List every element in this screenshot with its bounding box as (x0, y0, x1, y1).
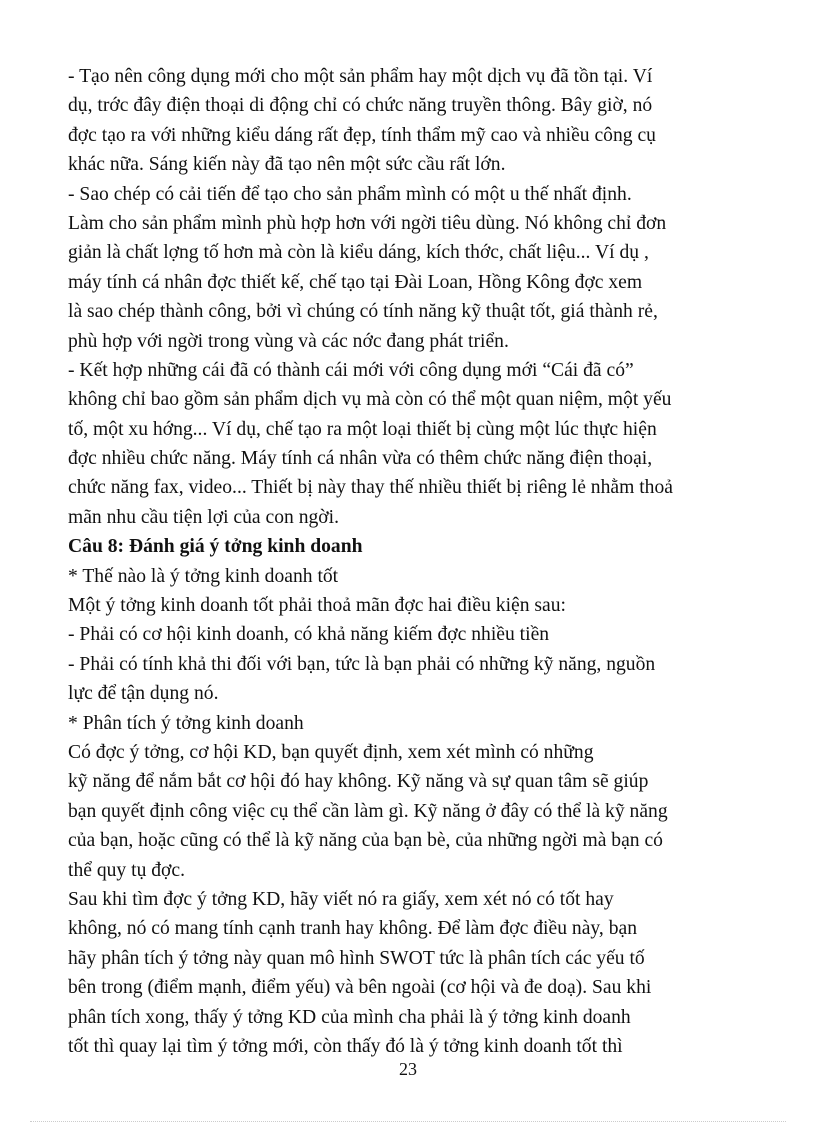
section-heading: Câu 8: Đánh giá ý tởng kinh doanh (68, 536, 363, 558)
text-line: máy tính cá nhân đợc thiết kế, chế tạo tại Đài Loan, Hồng Kông đợc xem (68, 271, 643, 293)
text-line: - Phải có tính khả thi đối với bạn, tức là bạn phải có những kỹ năng, nguồn (68, 653, 656, 675)
text-line: kỹ năng để nắm bắt cơ hội đó hay không. Kỹ năng và sự quan tâm sẽ giúp (68, 771, 649, 793)
text-line: - Sao chép có cải tiến để tạo cho sản phẩm mình có một u thế nhất định. (68, 183, 632, 205)
text-line: thể quy tụ đợc. (68, 859, 186, 881)
text-line: đợc tạo ra với những kiểu dáng rất đẹp, tính thẩm mỹ cao và nhiều công cụ (68, 124, 656, 146)
text-line: hãy phân tích ý tởng này quan mô hình SWOT tức là phân tích các yếu tố (68, 947, 645, 969)
text-line: đợc nhiều chức năng. Máy tính cá nhân vừa có thêm chức năng điện thoại, (68, 448, 653, 470)
text-line: - Phải có cơ hội kinh doanh, có khả năng kiếm đợc nhiều tiền (68, 624, 550, 646)
text-line: Một ý tởng kinh doanh tốt phải thoả mãn đợc hai điều kiện sau: (68, 595, 566, 617)
body-text (68, 62, 758, 1061)
text-line: khác nữa. Sáng kiến này đã tạo nên một sức cầu rất lớn. (68, 154, 506, 176)
text-line: mãn nhu cầu tiện lợi của con ngời. (68, 506, 340, 528)
text-line: * Phân tích ý tởng kinh doanh (68, 712, 304, 734)
text-line: bên trong (điểm mạnh, điểm yếu) và bên ngoài (cơ hội và đe doạ). Sau khi (68, 977, 652, 999)
text-line: bạn quyết định công việc cụ thể cần làm gì. Kỹ năng ở đây có thể là kỹ năng (68, 800, 668, 822)
text-line: - Kết hợp những cái đã có thành cái mới với công dụng mới “Cái đã có” (68, 359, 634, 381)
text-line: không, nó có mang tính cạnh tranh hay không. Để làm đợc điều này, bạn (68, 918, 638, 940)
text-line: * Thế nào là ý tởng kinh doanh tốt (68, 565, 339, 587)
text-line: chức năng fax, video... Thiết bị này thay thế nhiều thiết bị riêng lẻ nhằm thoả (68, 477, 673, 499)
text-line: phù hợp với ngời trong vùng và các nớc đang phát triển. (68, 330, 509, 352)
text-line: phân tích xong, thấy ý tởng KD của mình cha phải là ý tởng kinh doanh (68, 1006, 631, 1028)
text-line: Có đợc ý tởng, cơ hội KD, bạn quyết định, xem xét mình có những (68, 741, 594, 763)
text-line: giản là chất lợng tố hơn mà còn là kiểu dáng, kích thớc, chất liệu... Ví dụ , (68, 242, 649, 264)
text-line: Sau khi tìm đợc ý tởng KD, hãy viết nó ra giấy, xem xét nó có tốt hay (68, 888, 614, 910)
text-line: tố, một xu hớng... Ví dụ, chế tạo ra một loại thiết bị cùng một lúc thực hiện (68, 418, 657, 440)
text-line: không chỉ bao gồm sản phẩm dịch vụ mà còn có thể một quan niệm, một yếu (68, 389, 672, 411)
text-line: của bạn, hoặc cũng có thể là kỹ năng của bạn bè, của những ngời mà bạn có (68, 830, 663, 852)
text-line: dụ, trớc đây điện thoại di động chỉ có chức năng truyền thông. Bây giờ, nó (68, 95, 653, 117)
text-line: Làm cho sản phẩm mình phù hợp hơn với ngời tiêu dùng. Nó không chỉ đơn (68, 212, 667, 234)
text-line: là sao chép thành công, bởi vì chúng có tính năng kỹ thuật tốt, giá thành rẻ, (68, 301, 658, 323)
text-line: tốt thì quay lại tìm ý tởng mới, còn thấy đó là ý tởng kinh doanh tốt thì (68, 1035, 623, 1057)
page-number: 23 (399, 1059, 417, 1079)
text-line: - Tạo nên công dụng mới cho một sản phẩm hay một dịch vụ đã tồn tại. Ví (68, 66, 653, 87)
text-line: lực để tận dụng nó. (68, 683, 219, 705)
page-bottom-border (30, 1121, 786, 1122)
